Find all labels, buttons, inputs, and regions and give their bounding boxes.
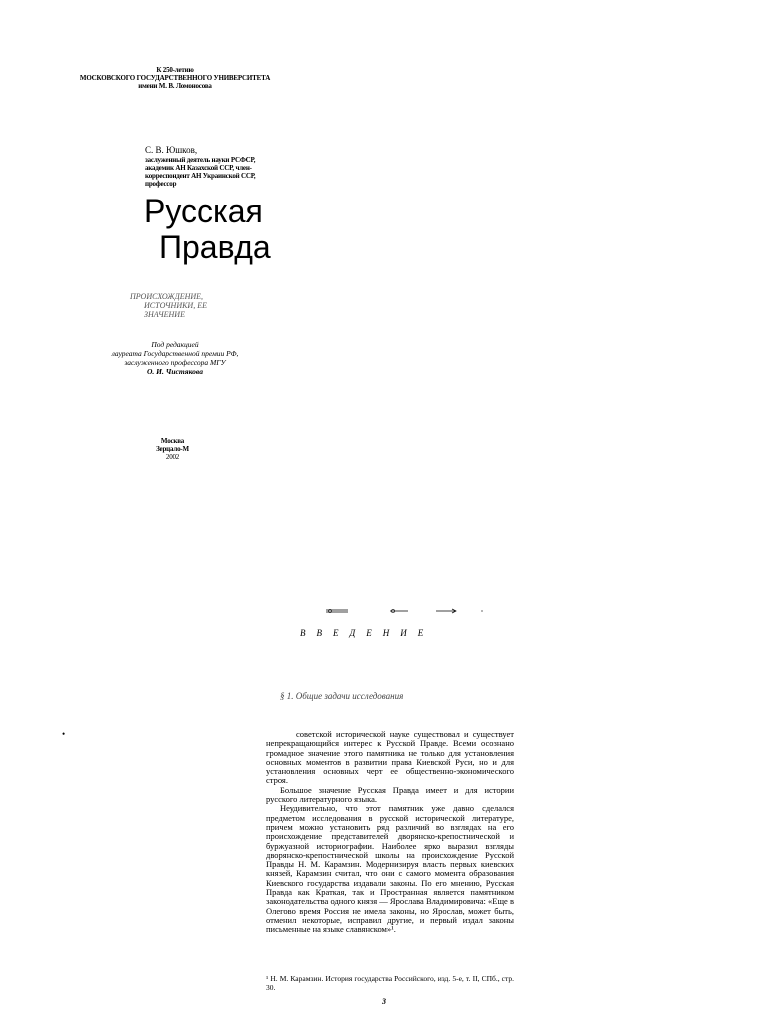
paragraph: Неудивительно, что этот памятник уже давно сделался предметом исследования в русской исторической литературе, причем можно установить ряд различий во взглядах на его происхождение представителей дворянско-крепостнической и буржуазной историографии. Наиболее ярко выразил взгляды дворянско-крепостнической школы на происхождение Русской Правды Н. М. Карамзин. Модернизируя власть первых киевских князей, Карамзин считал, что они с самого момента образования Киевского государства издавали законы. По его мнению, Русская Правда как Краткая, так и Пространная является памятником законодательства одного князя — Ярослава Владимировича: «Еще в Олегово время Россия не имела законы, но Ярослав, может быть, отменил некоторые, исправил другие, и первый издал законы письменные на языке славянском»¹. xyxy=(266,803,514,935)
author-title-line: корреспондент АН Украинской ССР, xyxy=(145,172,256,180)
anniversary-line: МОСКОВСКОГО ГОСУДАРСТВЕННОГО УНИВЕРСИТЕТА xyxy=(79,74,271,82)
ornament-divider xyxy=(320,606,490,616)
editor-line: лауреата Государственной премии РФ, xyxy=(111,349,239,358)
imprint-publisher: Зерцало-М xyxy=(156,445,189,453)
anniversary-header xyxy=(60,66,290,90)
editor-name: О. И. Чистякова xyxy=(147,367,203,376)
book-title-line-1: Русская xyxy=(144,193,263,229)
subtitle-line: ЗНАЧЕНИЕ xyxy=(144,310,185,319)
paragraph: Большое значение Русская Правда имеет и для истории русского литературного языка. xyxy=(266,784,514,805)
author-block xyxy=(145,145,285,188)
paragraph: советской исторической науке существовал и существует непрекращающийся интерес к Русской Правде. Всеми осознано громадное значение этого памятника не только для установления основных моментов в развитии права Киевской Руси, но и для установления основных черт ее общественно-экономического строя. xyxy=(266,729,514,786)
author-title-line: академик АН Казахской ССР, член- xyxy=(145,164,252,172)
author-title-line: заслуженный деятель науки РСФСР, xyxy=(145,156,256,164)
book-subtitle xyxy=(130,292,240,319)
author-title-line: профессор xyxy=(145,180,177,188)
chapter-heading: ВВЕДЕНИЕ xyxy=(300,628,435,638)
section-heading: § 1. Общие задачи исследования xyxy=(280,691,404,701)
page-number: 3 xyxy=(382,997,386,1006)
bullet-marker: • xyxy=(62,729,66,739)
imprint-city: Москва xyxy=(160,437,185,445)
editor-line: заслуженного профессора МГУ xyxy=(124,358,226,367)
imprint-block xyxy=(140,437,205,461)
author-titles xyxy=(145,156,285,188)
editor-line: Под редакцией xyxy=(151,340,199,349)
author-name: С. В. Юшков, xyxy=(145,145,198,155)
anniversary-line: имени М. В. Ломоносова xyxy=(138,82,212,90)
subtitle-line: ПРОИСХОЖДЕНИЕ, xyxy=(130,292,204,301)
imprint-year: 2002 xyxy=(165,453,180,461)
body-text xyxy=(266,730,514,935)
footnote: ¹ Н. М. Карамзин. История государства Российского, изд. 5-е, т. II, СПб., стр. 30. xyxy=(266,974,514,992)
anniversary-line: К 250-летию xyxy=(156,66,194,74)
subtitle-line: ИСТОЧНИКИ, ЕЕ xyxy=(144,301,207,310)
editor-block xyxy=(90,340,260,376)
book-title-line-2: Правда xyxy=(159,229,271,265)
